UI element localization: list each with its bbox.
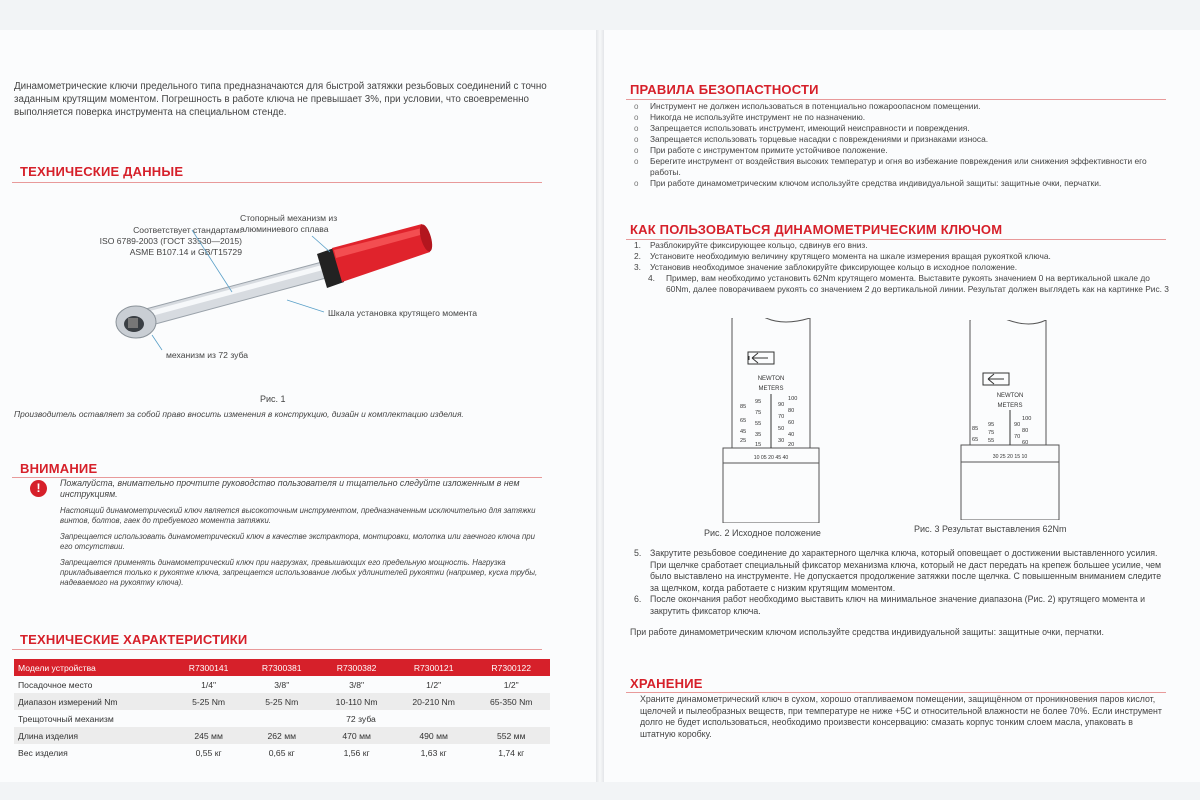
safety-list [630,101,1170,189]
table-cell: 1/2" [503,679,519,690]
table-cell: 3/8" [349,679,365,690]
fig3-word-meters: METERS [997,403,1023,409]
specs-header-cell: R7300141 [172,659,245,676]
specs-header-cell: R7300382 [318,659,395,676]
fig3-right-tick: 60 [1022,440,1029,446]
fig2-mid-tick: 35 [755,432,762,438]
table-row [14,727,550,744]
scale-label: Шкала установка крутящего момента [328,308,478,318]
fig2-mid-tick: 95 [755,399,762,405]
table-cell: 470 мм [318,727,395,744]
page-fold [596,30,604,782]
table-row [14,676,550,693]
fig2-mid-tick: 75 [755,410,762,416]
fig3-word-newton: NEWTON [996,393,1024,399]
table-cell: 1,63 кг [420,747,447,758]
storage-title: ХРАНЕНИЕ [630,676,703,691]
specs-underline [12,649,542,650]
list-item [630,262,1170,273]
fig2-word-meters: METERS [758,386,784,392]
fig2-bottom-scale: 10 05 20 45 40 [753,455,789,461]
fig2-right-tick: 70 [778,414,785,420]
fig2-left-tick: 85 [740,404,747,410]
step-text: Установите необходимую величину крутящего момента на шкале измерения вращая рукояткой ключа. [650,251,1051,261]
list-item: o При работе с инструментом примите устойчивое положение. [630,145,1170,156]
specs-title: ТЕХНИЧЕСКИЕ ХАРАКТЕРИСТИКИ [20,632,248,647]
howto-steps [630,240,1170,295]
table-cell: 262 мм [245,727,318,744]
table-cell: 0,65 кг [268,747,295,758]
specs-header-cell: R7300122 [472,659,550,676]
step-text: Установив необходимое значение заблокируйте фиксирующее кольцо в исходное положение. [650,262,1018,272]
list-item [630,251,1170,262]
step-number: 1. [634,240,641,250]
table-cell: 1/4" [201,679,217,690]
attention-p1: Пожалуйста, внимательно прочтите руководство пользователя и тщательно следуйте изложенным в нем инструкциям. [60,478,520,499]
list-item: o При работе динамометрическим ключом используйте средства индивидуальной защиты: защитные очки, перчатки. [630,178,1170,189]
attention-p3: Запрещается использовать динамометрический ключ в качестве экстрактора, монтировки, молотка или гаечного ключа при его отсутствии. [60,532,535,551]
step-number: 2. [634,251,641,261]
fig2-right-tick: 100 [788,396,798,402]
table-cell: 5-25 Nm [172,693,245,710]
list-item [630,240,1170,251]
step-text: Разблокируйте фиксирующее кольцо, сдвинув его вниз. [650,240,868,250]
fig2-right-tick: 20 [788,442,795,448]
fig3-mid-tick: 75 [988,430,995,436]
step-number: 3. [634,262,641,272]
fig3-left-tick: 85 [972,426,979,432]
fig3-right-tick: 100 [1022,416,1032,422]
list-item: o Запрещается использовать инструмент, имеющий неисправности и повреждения. [630,123,1170,134]
table-cell: 5-25 Nm [245,693,318,710]
fig2-left-tick: 65 [740,418,747,424]
fig2-right-tick: 90 [778,402,785,408]
standard-asme: ASME B107.14 и GB/T15729 [129,247,242,257]
storage-underline [626,692,1166,693]
fig2-right-tick: 60 [788,420,795,426]
list-item: o Инструмент не должен использоваться в потенциально пожароопасном помещении. [630,101,1170,112]
standards-title: Соответствует стандартам: [133,225,242,235]
list-item: o Запрещается использовать торцевые насадки с повреждениями и признаками износа. [630,134,1170,145]
fig3-caption: Рис. 3 Результат выставления 62Nm [914,524,1067,534]
list-item [630,273,1170,295]
fig2-right-tick: 30 [778,438,785,444]
table-cell: 1,56 кг [343,747,370,758]
table-cell: Посадочное место [18,679,93,690]
standard-iso: ISO 6789-2003 (ГОСТ 33530—2015) [99,236,242,246]
table-cell: 1,74 кг [498,747,525,758]
table-row [14,693,550,710]
fig3-mid-tick: 55 [988,438,995,444]
howto-title: КАК ПОЛЬЗОВАТЬСЯ ДИНАМОМЕТРИЧЕСКИМ КЛЮЧОМ [630,222,1003,237]
tech-data-underline [12,182,542,183]
step-number: 5. [634,548,642,558]
fig3-right-tick: 70 [1014,434,1021,440]
fig2-word-newton: NEWTON [757,376,785,382]
list-item: o Никогда не используйте инструмент не по назначению. [630,112,1170,123]
table-cell: 245 мм [172,727,245,744]
table-cell: 552 мм [472,727,550,744]
fig2-mid-tick: 15 [755,442,762,448]
step-text: Закрутите резьбовое соединение до характерного щелчка ключа, который оповещает о достижении выставленного усилия. При щелчке сработает специальный фиксатор механизма ключа, который не даст передать на крепеж большее усилие, чем было выставлено на инструменте. Не допускается продолжение затяжки после щелчка. С повышенным вниманием следите за щелчком, когда работаете с низким крутящим моментом. [650,548,1162,593]
fig2-scale-diagram [718,318,824,523]
table-cell: 72 зуба [346,713,376,724]
fig2-left-tick: 25 [740,438,747,444]
howto-steps-2 [630,548,1170,617]
fig2-mid-tick: 55 [755,421,762,427]
table-row [14,744,550,761]
table-row [14,710,550,727]
disclaimer-text: Производитель оставляет за собой право вносить изменения в конструкцию, дизайн и комплектацию изделия. [14,409,464,419]
list-item [630,594,1170,617]
fig3-bottom-scale: 30 25 20 15 10 [992,454,1028,460]
specs-header-cell: R7300381 [245,659,318,676]
specs-table [14,659,550,761]
ratchet-head [116,306,156,338]
table-cell: 20-210 Nm [395,693,473,710]
wrench-shaft [142,262,326,326]
specs-header-cell: R7300121 [395,659,473,676]
fig3-scale-diagram [958,320,1066,520]
table-cell: Вес изделия [18,747,68,758]
step-text: После окончания работ необходимо выставить ключ на минимальное значение диапазона (Рис. 2) крутящего момента и закрутить фиксатор ключа. [650,594,1146,616]
fig3-mid-tick: 95 [988,422,995,428]
table-cell: 0,55 кг [195,747,222,758]
mechanism-label: механизм из 72 зуба [166,350,249,360]
fig2-right-tick: 50 [778,426,785,432]
fig2-right-tick: 80 [788,408,795,414]
step-text: Пример, вам необходимо установить 62Nm крутящего момента. Выставите рукоять значением 0 на вертикальной шкале до 60Nm, далее поворачиваем рукоять со значением 2 до вертикальной линии. Результат должен выглядеть как на картинке Рис. 3 [666,273,1169,294]
fig2-left-tick: 45 [740,429,747,435]
torque-wrench-image [112,220,442,360]
lock-label-line2: алюминиевого сплава [240,224,329,234]
safety-underline [626,99,1166,100]
table-cell: 10-110 Nm [318,693,395,710]
step-number: 6. [634,594,642,604]
wrench-handle [317,223,435,288]
storage-text: Храните динамометрический ключ в сухом, хорошо отапливаемом помещении, защищённом от проникновения паров кислот, щелочей и пылеобразных веществ, при температуре не ниже +5С и относительной влажности не более 70%. Если инструмент долго не будет использоваться, необходимо произвести консервацию: смазать корпус тонким слоем масла, упаковать в штатную коробку. [640,694,1162,739]
list-item [630,548,1170,594]
table-cell: 490 мм [395,727,473,744]
attention-p2: Настоящий динамометрический ключ является высокоточным инструментом, предназначенным исключительно для затяжки винтов, болтов, гаек до требуемого момента затяжки. [60,506,536,525]
attention-p4: Запрещается применять динамометрический ключ при нагрузках, превышающих его предельную мощность. Нагрузка прикладывается только к рукоятке ключа, запрещается использование любых удлинителей рукоятки (например, куска трубы, надеваемого на рукоятку ключа). [60,558,538,587]
exclamation-icon: ! [30,480,47,497]
tech-data-title: ТЕХНИЧЕСКИЕ ДАННЫЕ [20,164,184,179]
fig1-caption: Рис. 1 [260,394,286,404]
specs-header-row [14,659,550,676]
fig3-left-tick: 65 [972,437,979,443]
step-number: 4. [648,273,655,283]
fig2-caption: Рис. 2 Исходное положение [704,528,821,538]
protect-text: При работе динамометрическим ключом используйте средства индивидуальной защиты: защитные очки, перчатки. [630,627,1104,637]
intro-paragraph: Динамометрические ключи предельного типа предназначаются для быстрой затяжки резьбовых соединений с точно заданным крутящим моментом. Погрешность в работе ключа не превышает 3%, при условии, что своевременно выполняется поверка инструмента на специальном стенде. [14,81,547,118]
fig3-right-tick: 80 [1022,428,1029,434]
safety-title: ПРАВИЛА БЕЗОПАСТНОСТИ [630,82,819,97]
table-cell: Трещоточный механизм [18,713,114,724]
table-cell: 3/8" [274,679,290,690]
attention-title: ВНИМАНИЕ [20,461,98,476]
table-cell: 1/2" [426,679,442,690]
fig3-right-tick: 90 [1014,422,1021,428]
table-cell: 65-350 Nm [472,693,550,710]
lock-label-line1: Стопорный механизм из [240,213,338,223]
table-cell: Длина изделия [14,727,172,744]
specs-header-cell: Модели устройства [14,659,172,676]
fig2-right-tick: 40 [788,432,795,438]
table-cell: Диапазон измерений Nm [14,693,172,710]
list-item: o Берегите инструмент от воздействия высоких температур и огня во избежание повреждения или снижения эффективности его работы. [630,156,1170,178]
